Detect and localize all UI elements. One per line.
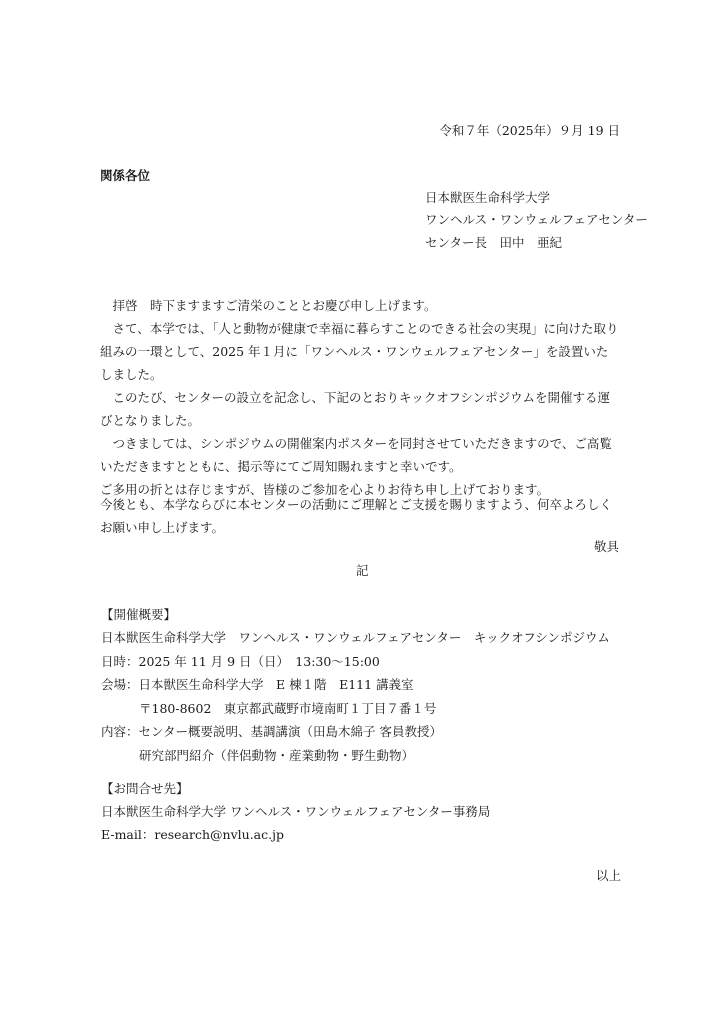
body-paragraph: 拝啓 時下ますますご清栄のこととお慶び申し上げます。 — [112, 298, 437, 313]
letter-date: 令和７年（2025年）９月 19 日 — [439, 123, 620, 138]
body-paragraph: このたび、センターの設立を記念し、下記のとおりキックオフシンポジウムを開催する運びとなりました。 — [100, 390, 610, 428]
sender-org: 日本獣医生命科学大学 — [425, 190, 551, 205]
contact-email: E-mail：research@nvlu.ac.jp — [101, 827, 284, 842]
ijou: 以上 — [595, 868, 621, 883]
contact-heading: 【お問合せ先】 — [101, 781, 189, 796]
overview-heading: 【開催概要】 — [101, 607, 177, 622]
closing-block — [100, 493, 620, 539]
body-paragraph: つきましては、シンポジウムの開催案内ポスターを同封させていただきますので、ご高覧いただきますとともに、掲示等にてご周知賜れますと幸いです。 — [100, 436, 612, 474]
overview-datetime: 日時：2025 年 11 月 9 日（日） 13:30～15:00 — [101, 653, 380, 669]
overview-section — [101, 603, 621, 768]
overview-content: 内容：センター概要説明、基調講演（田島木綿子 客員教授） — [101, 724, 442, 740]
body-paragraph: さて、本学では、「人と動物が健康で幸福に暮らすことのできる社会の実現」に向けた取り組みの一環として、2025 年１月に「ワンヘルス・ワンウェルフェアセンター」を設置いたしました。 — [100, 321, 619, 382]
overview-content-2: 研究部門紹介（伴侶動物・産業動物・野生動物） — [139, 747, 415, 763]
closing-paragraph: 今後とも、本学ならびに本センターの活動にご理解とご支援を賜りますよう、何卒よろしくお願い申し上げます。 — [100, 497, 613, 535]
sender-head: センター長 田中 亜紀 — [425, 235, 563, 250]
overview-lines — [101, 626, 621, 768]
contact-section — [101, 777, 621, 846]
addressee: 関係各位 — [100, 168, 151, 183]
overview-address: 〒180-8602 東京都武蔵野市境南町１丁目７番１号 — [139, 700, 437, 716]
ki-marker: 記 — [356, 563, 369, 578]
overview-event-name: 日本獣医生命科学大学 ワンヘルス・ワンウェルフェアセンター キックオフシンポジウム — [101, 630, 610, 645]
sender-center: ワンヘルス・ワンウェルフェアセンター — [425, 212, 648, 227]
body-paragraph: ご多用の折とは存じますが、皆様のご参加を心よりお待ち申し上げております。 — [100, 482, 550, 497]
letter-body — [100, 294, 620, 501]
contact-office: 日本獣医生命科学大学 ワンヘルス・ワンウェルフェアセンター事務局 — [101, 804, 491, 819]
keigu: 敬具 — [593, 539, 619, 554]
overview-venue: 会場：日本獣医生命科学大学 E 棟１階 E111 講義室 — [101, 677, 414, 693]
